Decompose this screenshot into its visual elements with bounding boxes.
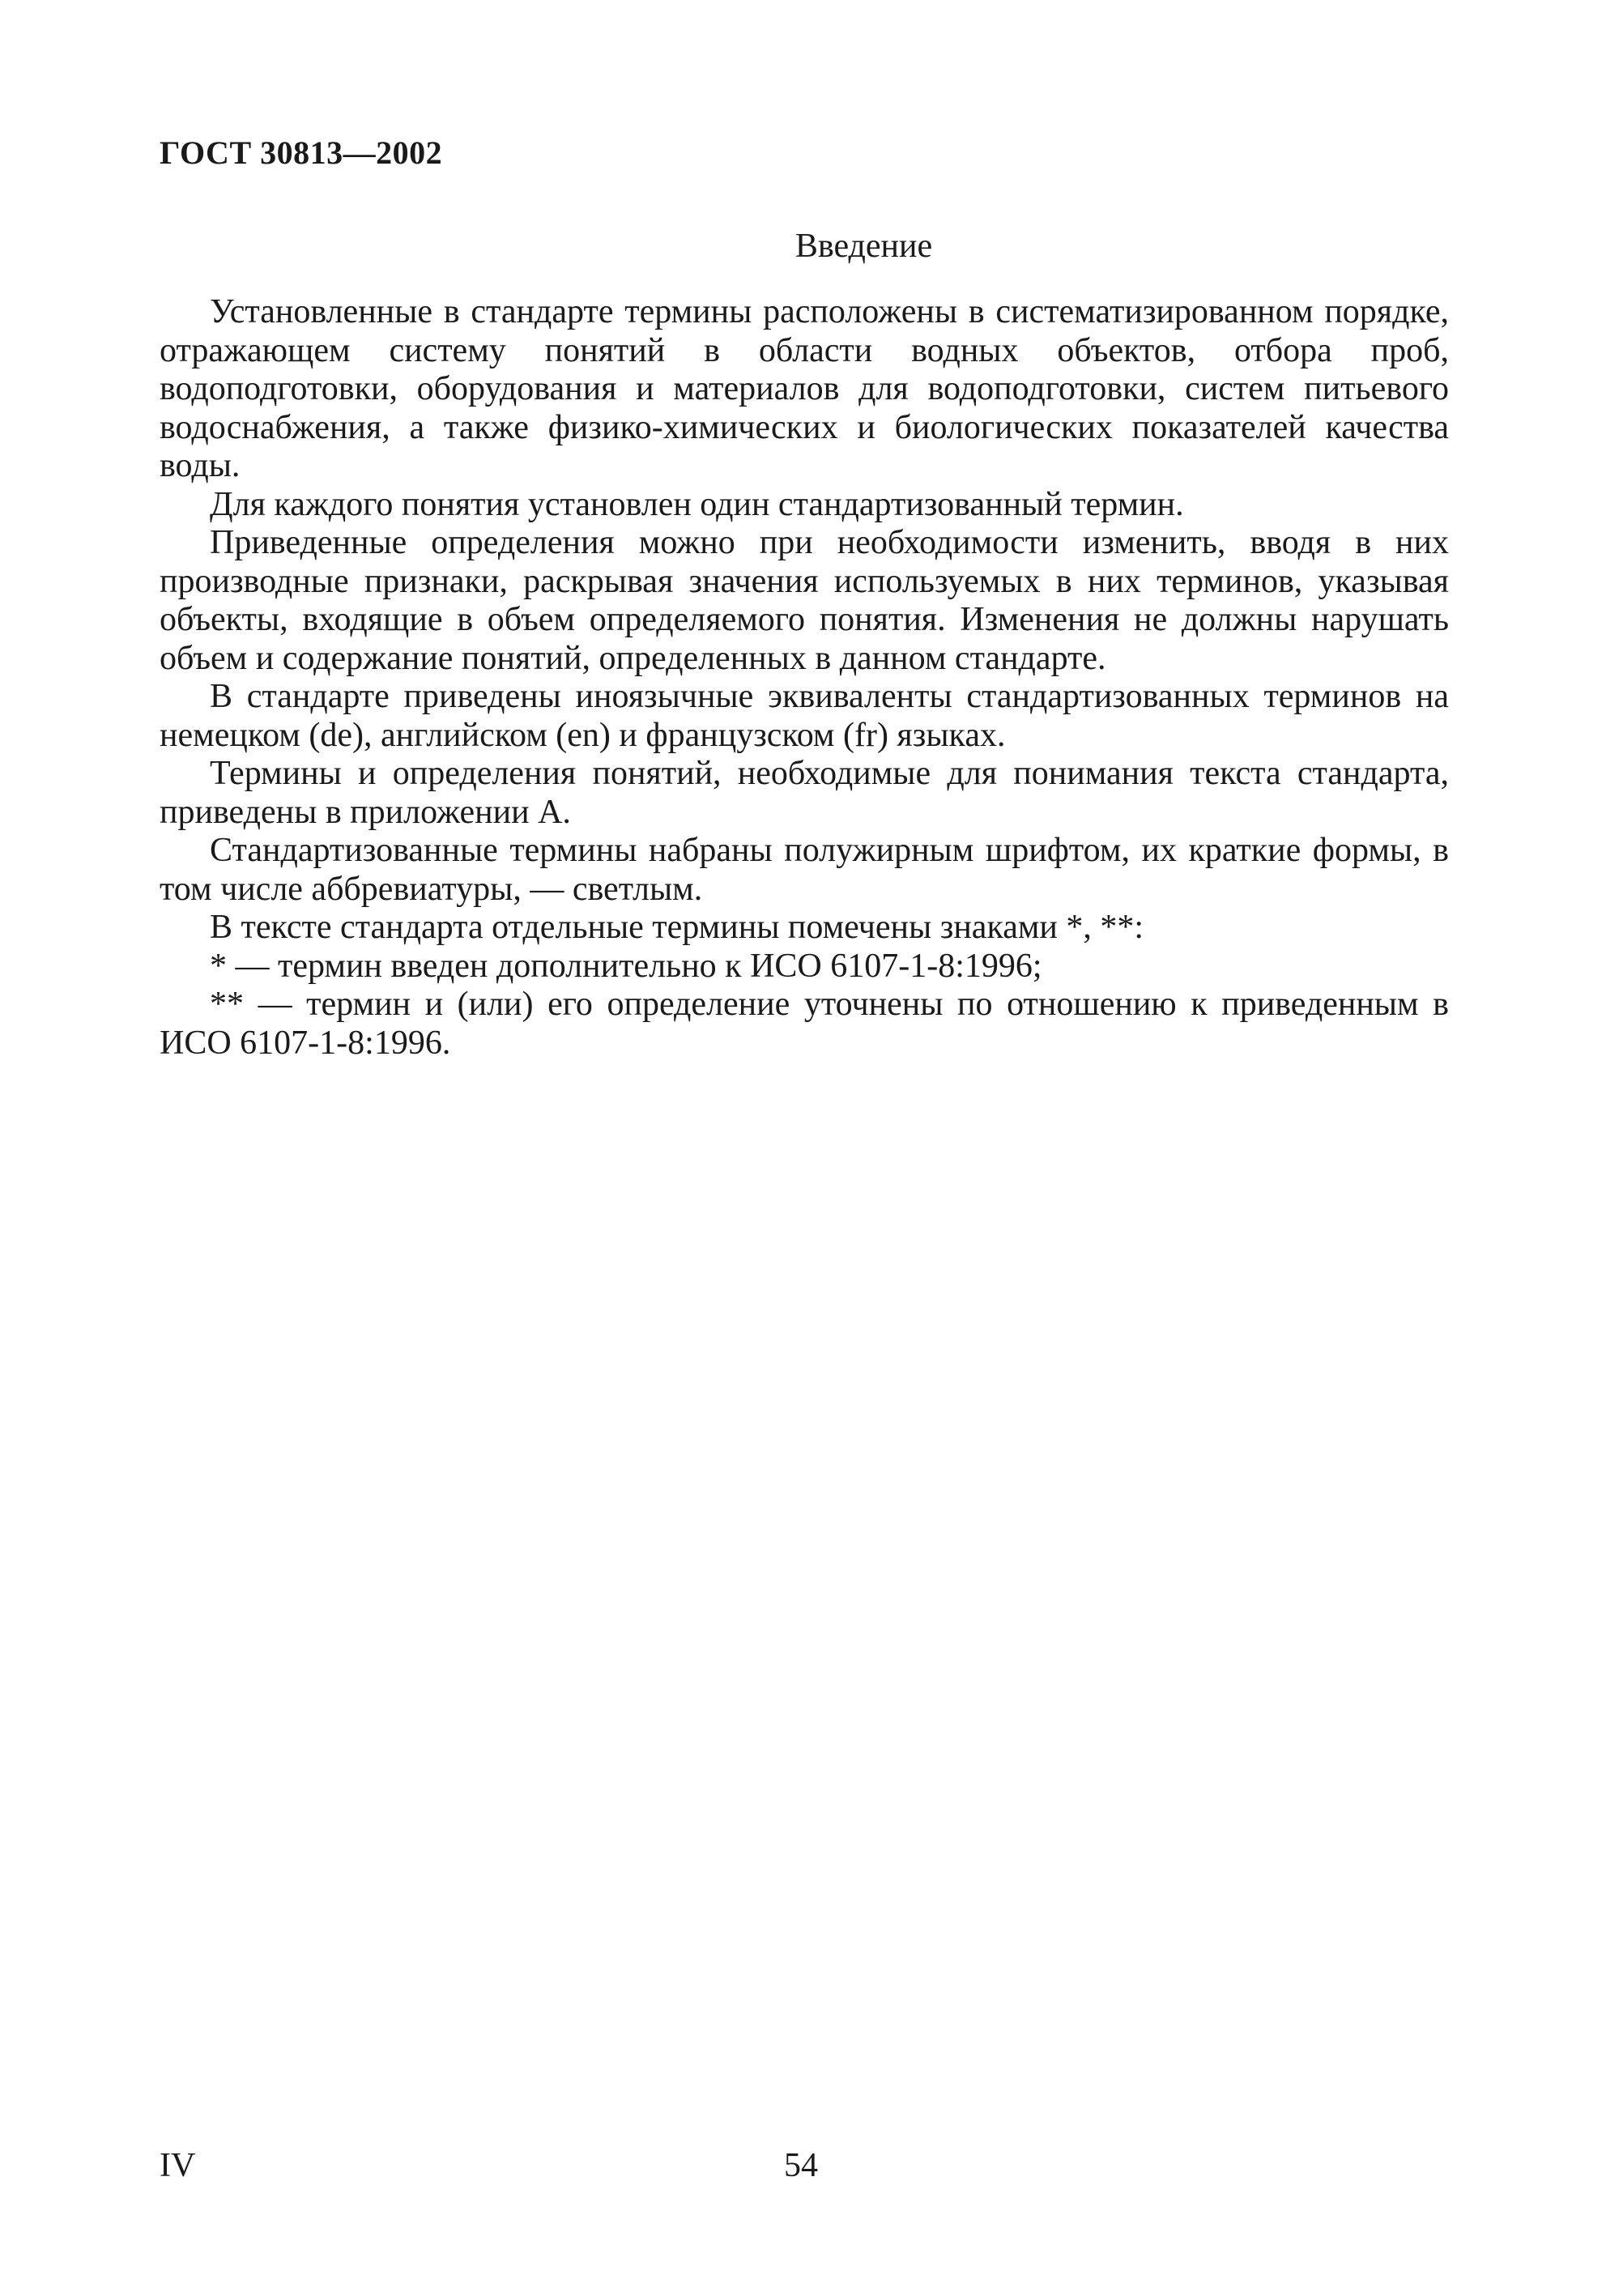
paragraph-typography: Стандартизованные термины набраны полужирным шрифтом, их краткие формы, в том числе аббревиатуры, — светлым. <box>160 832 1449 908</box>
section-title-text: Введение <box>794 228 933 265</box>
paragraph-markers-intro: В тексте стандарта отдельные термины помечены знаками *, **: <box>210 909 1144 946</box>
paragraph-annex-reference: Термины и определения понятий, необходимые для понимания текста стандарта, приведены в приложении А. <box>160 755 1449 831</box>
paragraph-foreign-equivalents: В стандарте приведены иноязычные эквиваленты стандартизованных терминов на немецком (de), английском (en) и французском (fr) языках. <box>160 678 1449 754</box>
paragraph-definitions-change: Приведенные определения можно при необходимости изменить, вводя в них производные признаки, раскрывая значения используемых в них терминов, указывая объекты, входящие в объем определяемого понятия. Изменения не должны нарушать объем и содержание понятий, определенных в данном стандарте. <box>160 524 1449 677</box>
paragraph-marker-double: ** — термин и (или) его определение уточнены по отношению к приведенным в ИСО 6107-1-8:1996. <box>160 986 1449 1062</box>
paragraph-single-term: Для каждого понятия установлен один стандартизованный термин. <box>210 485 1184 523</box>
paragraph-marker-single: * — термин введен дополнительно к ИСО 6107-1-8:1996; <box>210 947 1042 985</box>
footer-page-number: 54 <box>784 2147 818 2184</box>
introduction-body <box>160 293 1449 1063</box>
section-title <box>0 227 1606 266</box>
document-code-header: ГОСТ 30813—2002 <box>160 134 443 171</box>
paragraph-term-ordering: Установленные в стандарте термины расположены в систематизированном порядке, отражающем систему понятий в области водных объектов, отбора проб, водоподготовки, оборудования и материалов для водоподготовки, систем питьевого водоснабжения, а также физико-химических и биологических показателей качества воды. <box>160 293 1449 484</box>
footer-section-page: IV <box>160 2147 196 2184</box>
